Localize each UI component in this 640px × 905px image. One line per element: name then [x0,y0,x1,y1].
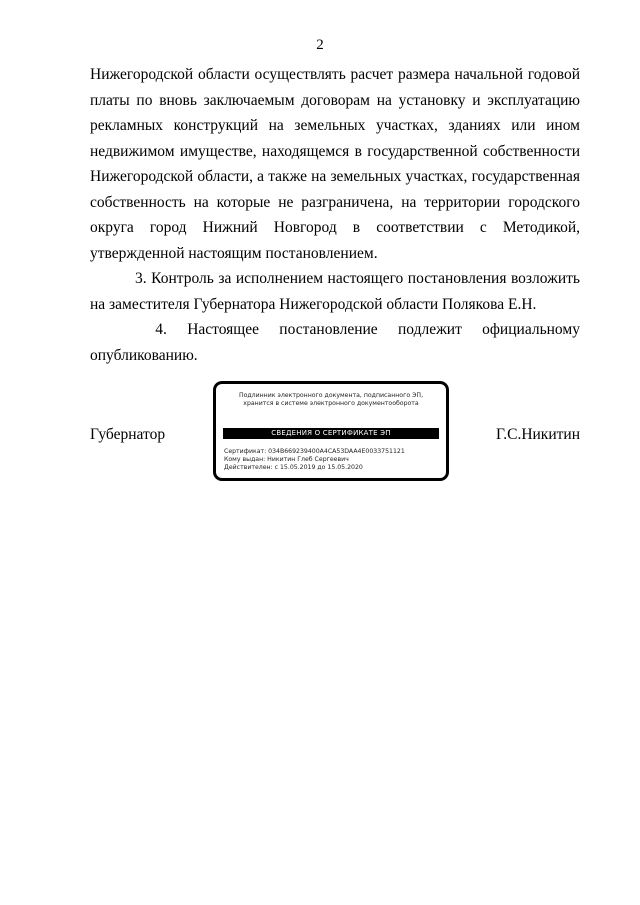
document-body [90,62,580,368]
electronic-signature-stamp [213,381,449,481]
paragraph-continuation: Нижегородской области осуществлять расчет размера начальной годовой платы по вновь заключаемым договорам на установку и эксплуатацию рекламных конструкций на земельных участках, зданиях или ином недвижимом имуществе, находящемся в государственной собственности Нижегородской области, а также на земельных участках, государственная собственность на которые не разграничена, на территории городского округа город Нижний Новгород в соответствии с Методикой, утвержденной настоящим постановлением. [90,66,580,262]
signature-block [90,381,580,487]
certificate-owner: Кому выдан: Никитин Глеб Сергеевич [224,456,349,463]
signer-title: Губернатор [90,426,166,443]
paragraph-4-second-line: опубликованию. [90,346,198,364]
certificate-serial: Сертификат: 034B669239400A4CA53DAA4E0033751121 [224,448,405,455]
paragraph-3-control: 3. Контроль за исполнением настоящего постановления возложить на заместителя Губернатора Нижегородской области Полякова Е.Н. [90,270,580,313]
paragraph-4-word: постановление [279,321,378,338]
paragraph-4-publication [90,317,580,368]
certificate-validity: Действителен: с 15.05.2019 до 15.05.2020 [224,464,363,471]
stamp-header: СВЕДЕНИЯ О СЕРТИФИКАТЕ ЭП [223,428,439,439]
paragraph-4-number: 4. [155,321,167,338]
stamp-caption-line: Подлинник электронного документа, подписанного ЭП, [238,392,424,399]
stamp-details [224,448,440,472]
stamp-caption [216,392,446,408]
stamp-caption-line: хранится в системе электронного документооборота [243,400,419,407]
paragraph-4-first-line [90,317,580,343]
paragraph-4-word: подлежит [397,321,462,338]
paragraph-4-word: официальному [482,321,580,338]
page-number: 2 [316,37,324,53]
paragraph-4-word: Настоящее [187,321,259,338]
signer-name: Г.С.Никитин [496,426,580,443]
